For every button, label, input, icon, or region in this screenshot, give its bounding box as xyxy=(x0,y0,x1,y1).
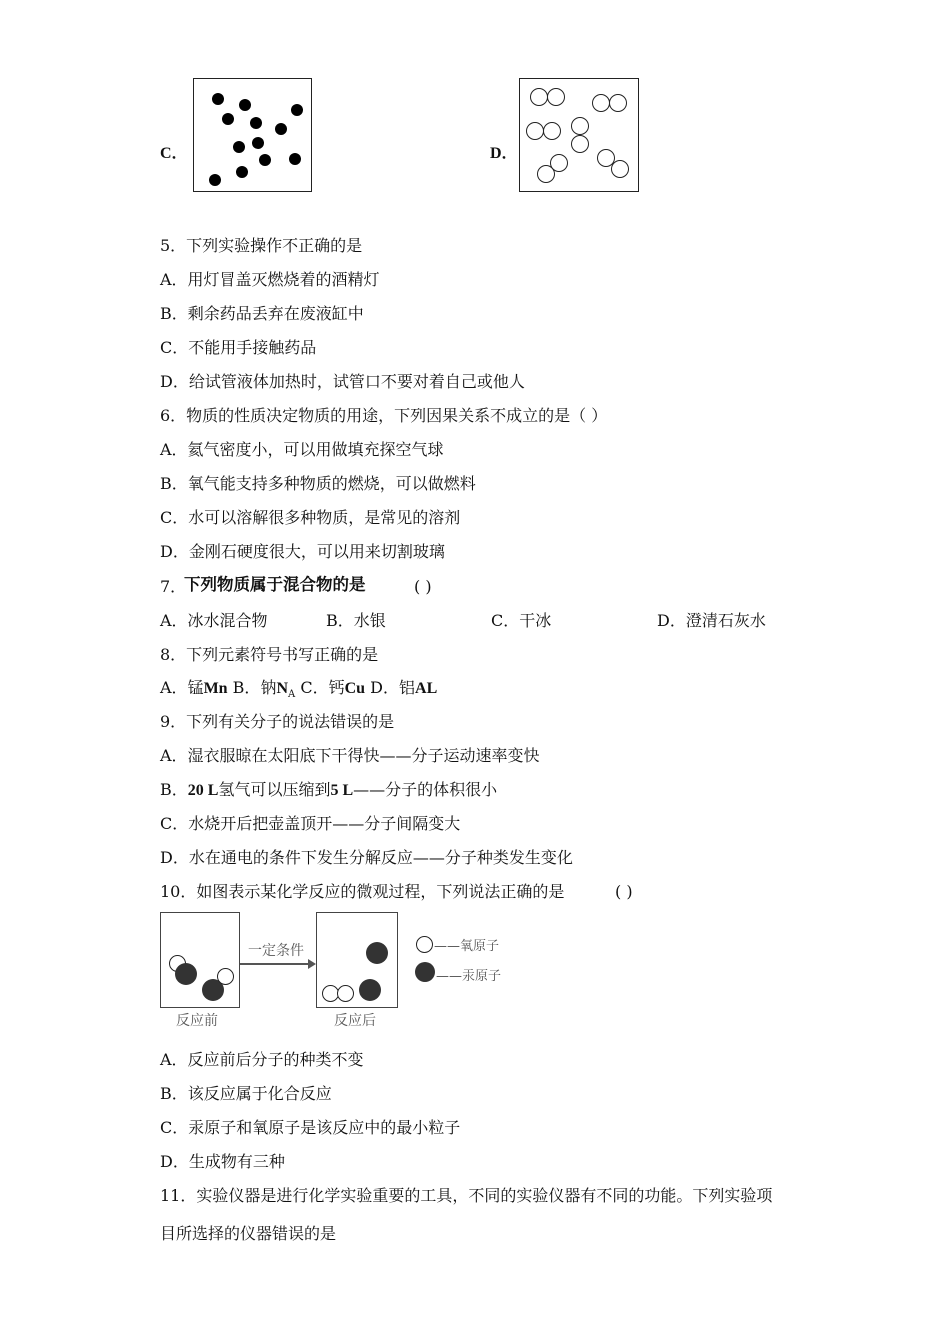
molecule-atom xyxy=(609,94,627,112)
q10-stem-row xyxy=(160,882,860,902)
q9-option-b-rest: ——分子的体积很小 xyxy=(353,780,498,799)
particle xyxy=(236,166,248,178)
q9-option-a: A．湿衣服晾在太阳底下干得快——分子运动速率变快 xyxy=(160,746,540,765)
q10-option-c: C．汞原子和氧原子是该反应中的最小粒子 xyxy=(160,1118,461,1137)
oxygen-atom xyxy=(217,968,234,985)
q10-paren: ( ) xyxy=(615,882,633,901)
molecule-atom xyxy=(571,117,589,135)
molecule-atom xyxy=(547,88,565,106)
q6-option-c: C．水可以溶解很多种物质，是常见的溶剂 xyxy=(160,508,461,527)
q8-option-b-name: 钠 xyxy=(260,678,277,697)
q9-option-b-volume2: 5 L xyxy=(330,782,354,799)
q8-option-b-label: B． xyxy=(232,678,261,697)
q8-option-c-symbol: Cu xyxy=(344,680,366,697)
q7-stem: 下列物质属于混合物的是 xyxy=(184,576,366,594)
q7-option-d: D．澄清石灰水 xyxy=(657,611,766,630)
q11-stem-line1: 11．实验仪器是进行化学实验重要的工具，不同的实验仪器有不同的功能。下列实验项 xyxy=(160,1186,773,1205)
molecule-atom xyxy=(592,94,610,112)
q9-option-b xyxy=(160,780,497,801)
q4-option-d-figure xyxy=(519,78,639,192)
q7-option-b: B．水银 xyxy=(326,611,386,630)
before-box xyxy=(160,912,240,1008)
q4-option-d-label: D． xyxy=(490,145,518,162)
q7-option-a: A．冰水混合物 xyxy=(160,611,268,630)
condition-label: 一定条件 xyxy=(248,943,304,959)
q5-option-a: A．用灯冒盖灭燃烧着的酒精灯 xyxy=(160,270,380,289)
particle xyxy=(291,104,303,116)
reaction-arrowhead xyxy=(308,959,316,969)
molecule-atom xyxy=(611,160,629,178)
q9-option-c: C．水烧开后把壶盖顶开——分子间隔变大 xyxy=(160,814,461,833)
legend-oxygen-atom xyxy=(416,936,433,953)
particle xyxy=(252,137,264,149)
q7-row xyxy=(160,575,860,599)
q10-stem: 10．如图表示某化学反应的微观过程，下列说法正确的是 xyxy=(160,882,565,901)
q8-option-c-label: C． xyxy=(300,678,329,697)
q6-option-a: A．氦气密度小，可以用做填充探空气球 xyxy=(160,440,444,459)
q8-option-a-name: 锰 xyxy=(187,678,204,697)
legend-mercury-atom xyxy=(415,962,435,982)
mercury-atom xyxy=(175,963,197,985)
after-box xyxy=(316,912,398,1008)
q10-option-b: B．该反应属于化合反应 xyxy=(160,1084,332,1103)
q4-option-c-figure xyxy=(193,78,312,192)
q6-option-d: D．金刚石硬度很大，可以用来切割玻璃 xyxy=(160,542,445,561)
molecule-atom xyxy=(543,122,561,140)
q11-stem-line2: 目所选择的仪器错误的是 xyxy=(160,1224,337,1243)
q5-option-d: D．给试管液体加热时，试管口不要对着自己或他人 xyxy=(160,372,525,391)
particle xyxy=(275,123,287,135)
reaction-diagram xyxy=(158,910,518,1035)
q9-option-b-label: B． xyxy=(160,780,188,799)
q8-option-c-name: 钙 xyxy=(328,678,345,697)
particle xyxy=(239,99,251,111)
q5-option-b: B．剩余药品丢弃在废液缸中 xyxy=(160,304,364,323)
mercury-atom xyxy=(366,942,388,964)
q8-option-b-symbol: N xyxy=(276,680,289,697)
q7-paren: ( ) xyxy=(414,577,432,596)
reaction-arrow xyxy=(240,963,310,965)
q9-option-b-volume1: 20 L xyxy=(187,782,219,799)
q8-option-d-label: D． xyxy=(370,678,399,697)
after-label: 反应后 xyxy=(334,1013,376,1029)
q7-options xyxy=(160,611,860,633)
mercury-atom xyxy=(359,979,381,1001)
q5-stem: 5．下列实验操作不正确的是 xyxy=(160,236,363,255)
molecule-atom xyxy=(526,122,544,140)
molecule-atom xyxy=(550,154,568,172)
q10-option-d: D．生成物有三种 xyxy=(160,1152,285,1171)
particle xyxy=(259,154,271,166)
q9-option-d: D．水在通电的条件下发生分解反应——分子种类发生变化 xyxy=(160,848,573,867)
particle xyxy=(289,153,301,165)
particle xyxy=(250,117,262,129)
q9-stem: 9．下列有关分子的说法错误的是 xyxy=(160,712,395,731)
q8-option-d-symbol: AL xyxy=(415,680,438,697)
particle xyxy=(222,113,234,125)
q5-option-c: C．不能用手接触药品 xyxy=(160,338,317,357)
particle xyxy=(209,174,221,186)
particle xyxy=(212,93,224,105)
q8-option-b-subscript: A xyxy=(288,689,296,701)
particle xyxy=(233,141,245,153)
oxygen-atom xyxy=(337,985,354,1002)
q4-option-c-label: C． xyxy=(160,145,188,162)
legend-oxygen-label: ——氧原子 xyxy=(434,939,500,954)
q10-option-a: A．反应前后分子的种类不变 xyxy=(160,1050,364,1069)
q9-option-b-middle: 氢气可以压缩到 xyxy=(218,780,331,799)
q6-option-b: B．氧气能支持多种物质的燃烧，可以做燃料 xyxy=(160,474,476,493)
q8-option-a-symbol: Mn xyxy=(203,680,228,697)
q6-stem: 6．物质的性质决定物质的用途，下列因果关系不成立的是（ ） xyxy=(160,406,608,425)
q7-option-c: C．干冰 xyxy=(491,611,552,630)
before-label: 反应前 xyxy=(176,1013,218,1029)
molecule-atom xyxy=(530,88,548,106)
q8-options xyxy=(160,678,437,705)
q8-option-d-name: 铝 xyxy=(399,678,416,697)
legend-mercury-label: ——汞原子 xyxy=(436,969,502,984)
q8-option-a-label: A． xyxy=(160,678,188,697)
q7-number: 7． xyxy=(160,577,187,596)
q8-stem: 8．下列元素符号书写正确的是 xyxy=(160,645,379,664)
molecule-atom xyxy=(571,135,589,153)
